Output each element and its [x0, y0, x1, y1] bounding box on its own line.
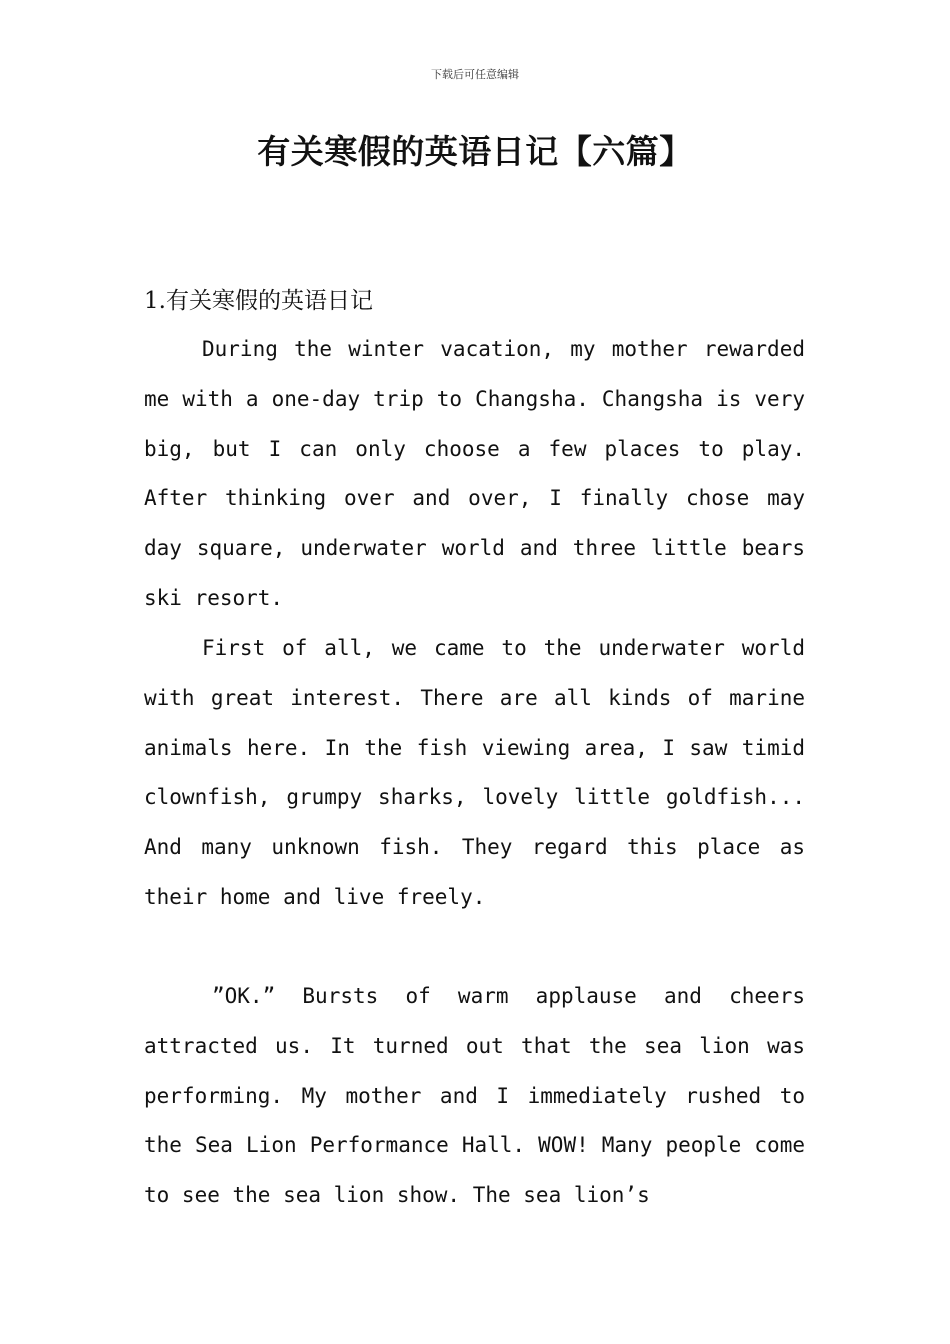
paragraph-3 — [144, 972, 805, 1221]
header-note: 下载后可任意编辑 — [431, 68, 519, 81]
paragraph-text: ”OK.” Bursts of warm applause and cheers attracted us. It turned out that the sea lion was performing. My mother and I immediately rushed to the Sea Lion Performance Hall. WOW! Many people come to see the sea lion show. The sea lion’s — [144, 984, 805, 1208]
paragraph-text: During the winter vacation, my mother rewarded me with a one-day trip to Changsha. Changsha is very big, but I can only choose a few places to play. After thinking over and over, I finally chose may day square, underwater world and three little bears ski resort. — [144, 337, 805, 610]
section-heading: 1.有关寒假的英语日记 — [144, 288, 373, 314]
document-title: 有关寒假的英语日记【六篇】 — [257, 132, 693, 171]
paragraph-text: First of all, we came to the underwater world with great interest. There are all kinds of marine animals here. In the fish viewing area, I saw timid clownfish, grumpy sharks, lovely little goldfish... And many unknown fish. They regard this place as their home and live freely. — [144, 636, 805, 909]
paragraph-1 — [144, 325, 805, 624]
paragraph-2 — [144, 624, 805, 923]
